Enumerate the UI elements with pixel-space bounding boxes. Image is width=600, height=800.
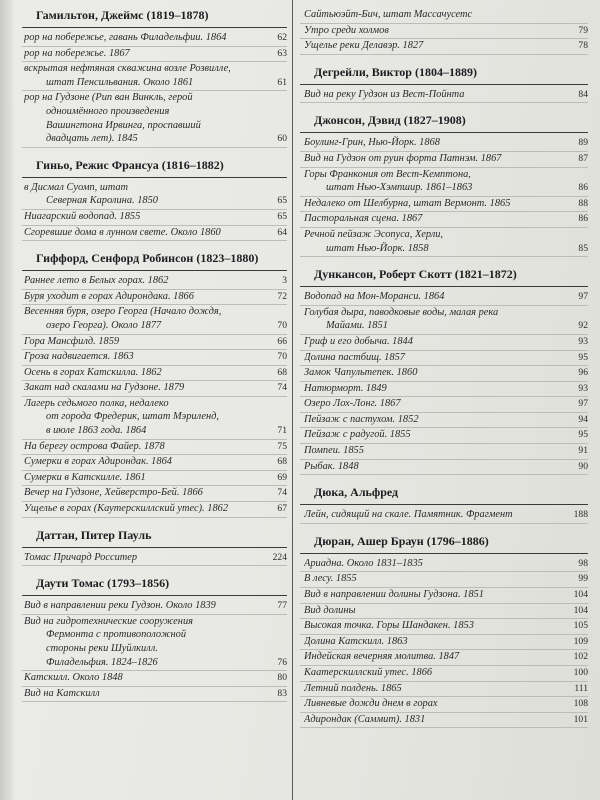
artwork-title: [300, 460, 572, 474]
artwork-title: [22, 274, 271, 288]
artwork-title: [300, 382, 572, 396]
page-number: 71: [277, 425, 287, 437]
heading-rule: [22, 270, 287, 271]
artwork-title-line: Ущелье в горах (Каутерскиллский утес). 1862: [24, 503, 229, 515]
index-entry: [22, 615, 287, 671]
page-number: 100: [573, 667, 588, 678]
heading-rule: [300, 84, 588, 85]
artist-heading: Гиффорд, Сенфорд Робинсон (1823–1880): [36, 251, 259, 266]
index-entry: [300, 508, 588, 524]
artwork-title: [300, 557, 572, 571]
artwork-title-line: Рыбак. 1848: [304, 460, 359, 472]
artwork-title-line: Фермонта с противоположной: [46, 629, 187, 641]
index-entry: [300, 428, 588, 444]
artwork-title-line: Сумерки в Катскилле. 1861: [24, 471, 146, 483]
index-entry: [300, 197, 588, 213]
index-entry: [300, 228, 588, 257]
artwork-title-line: Вид долины: [304, 604, 356, 616]
index-entry: [300, 152, 588, 168]
page-number: 70: [277, 319, 287, 331]
artwork-title-line: Весенняя буря, озеро Георга (Начало дождя,: [24, 306, 222, 318]
artwork-title: [300, 366, 572, 380]
artwork-title: [300, 508, 572, 522]
artwork-title-line: озеро Георга). Около 1877: [46, 319, 162, 331]
page-number: 69: [277, 471, 287, 483]
page-number: 104: [573, 589, 588, 601]
page-number: 74: [277, 382, 287, 394]
page-number: 111: [574, 682, 588, 694]
page-number: 188: [573, 509, 588, 521]
index-entry: [300, 136, 588, 152]
page-number: 102: [573, 651, 588, 663]
artwork-title: [300, 604, 572, 618]
artist-heading: Дюка, Альфред: [314, 485, 399, 500]
artwork-title-line: Осень в горах Катскилла. 1862: [24, 366, 162, 378]
page-number: 3: [282, 275, 287, 287]
artwork-title-line: Ливневые дожди днем в горах: [304, 698, 438, 710]
artwork-title: [300, 8, 572, 22]
page-number: 96: [578, 367, 588, 379]
artwork-title: [300, 713, 572, 727]
artwork-title: [300, 666, 572, 680]
artwork-title-line: Голубая дыра, паводковые воды, малая река: [304, 306, 499, 318]
left-column: [22, 8, 287, 712]
page-number: 90: [578, 460, 588, 472]
artwork-title: [22, 486, 271, 500]
artwork-title-line: в июле 1863 года. 1864: [46, 425, 147, 437]
artwork-title-line: На берегу острова Файер. 1878: [24, 440, 165, 452]
page-number: 101: [573, 713, 588, 725]
index-entry: [300, 397, 588, 413]
page-number: 109: [573, 635, 588, 647]
artwork-title-line: Помпеи. 1855: [304, 445, 364, 457]
index-entry: [22, 290, 287, 306]
artwork-title-line: Раннее лето в Белых горах. 1862: [24, 275, 169, 287]
artist-heading: Даути Томас (1793–1856): [36, 576, 170, 591]
page-number: 66: [277, 335, 287, 347]
page-number: 95: [578, 351, 588, 363]
artwork-title: [300, 24, 572, 38]
index-entry: [300, 697, 588, 713]
artwork-title: [22, 31, 271, 45]
artwork-title: [300, 88, 572, 102]
page-number: 70: [277, 351, 287, 363]
artwork-title-line: от города Фредерик, штат Мэриленд,: [46, 411, 220, 423]
index-entry: [300, 306, 588, 335]
artist-section: [22, 8, 287, 148]
artwork-title-line: Вид на гидротехнические сооружения: [24, 615, 193, 627]
artwork-title-line: Водопад на Мон-Моранси. 1864: [304, 291, 445, 303]
artwork-title: [22, 62, 271, 89]
page-number: 72: [277, 290, 287, 302]
artwork-title-line: Вид в направлении долины Гудзона. 1851: [304, 589, 484, 601]
artwork-title: [22, 47, 271, 61]
artwork-title-line: Летний полдень. 1865: [304, 682, 402, 694]
artist-section: [300, 65, 588, 104]
artist-section: [300, 113, 588, 257]
artwork-title-line: Индейская вечерняя молитва. 1847: [304, 651, 460, 663]
artwork-title: [300, 413, 572, 427]
artist-heading: Дюран, Ашер Браун (1796–1886): [314, 533, 489, 548]
index-entry: [22, 305, 287, 334]
artwork-title: [300, 212, 572, 226]
artwork-title-line: Горы Франкония от Вест-Кемптона,: [304, 168, 471, 180]
page-gutter: [0, 0, 14, 800]
artwork-title: [22, 381, 271, 395]
page-number: 77: [277, 600, 287, 612]
artwork-title: [300, 335, 572, 349]
page-number: 95: [578, 429, 588, 441]
index-entry: [22, 366, 287, 382]
artwork-title-line: Ариадна. Около 1831–1835: [304, 557, 423, 569]
artwork-title-line: Томас Причард Росситер: [24, 551, 138, 563]
index-entry: [300, 572, 588, 588]
column-divider: [292, 0, 293, 800]
page-number: 85: [578, 242, 588, 254]
artwork-title-line: Сумерки в горах Адирондак. 1864: [24, 456, 172, 468]
page-number: 67: [277, 503, 287, 515]
index-entry: [300, 24, 588, 40]
artwork-title: [22, 599, 271, 613]
page-number: 97: [578, 291, 588, 303]
artwork-title-line: Катскилл. Около 1848: [24, 672, 123, 684]
index-entry: [300, 460, 588, 476]
artist-heading: Даттан, Питер Пауль: [36, 527, 152, 542]
artwork-title-line: Утро среди холмов: [304, 24, 389, 36]
index-entry: [22, 455, 287, 471]
artist-section: [22, 158, 287, 241]
heading-rule: [22, 27, 287, 28]
heading-rule: [300, 132, 588, 133]
page-number: 61: [277, 76, 287, 88]
page-number: 62: [277, 32, 287, 43]
artwork-title-line: Вид на реку Гудзон из Вест-Пойнта: [304, 88, 465, 100]
page-number: 89: [578, 137, 588, 149]
artwork-title-line: Пейзаж с пастухом. 1852: [304, 413, 419, 425]
index-entry: [300, 588, 588, 604]
artwork-title-line: Ниагарский водопад. 1855: [24, 210, 141, 222]
artwork-title-line: Натюрморт. 1849: [304, 382, 387, 394]
artwork-title-line: одноимённого произведения: [46, 105, 170, 117]
artwork-title-line: штат Пенсильвания. Около 1861: [46, 76, 194, 88]
page-number: 63: [277, 47, 287, 59]
artwork-title-line: Пасторальная сцена. 1867: [304, 213, 423, 225]
artwork-title-line: Майами. 1851: [326, 320, 388, 332]
artwork-title: [22, 366, 271, 380]
index-entry: [300, 604, 588, 620]
page-number: 74: [277, 487, 287, 499]
right-column: [300, 8, 588, 738]
artwork-title: [300, 635, 572, 649]
artwork-title-line: Вид на Гудзон от руин форта Патнэм. 1867: [304, 152, 502, 164]
artwork-title: [22, 181, 271, 208]
index-entry: [22, 47, 287, 63]
page-number: 79: [578, 24, 588, 36]
index-entry: [22, 226, 287, 242]
heading-rule: [22, 177, 287, 178]
artwork-title-line: Северная Каролина. 1850: [46, 195, 158, 207]
artwork-title: [22, 290, 271, 304]
artwork-title-line: рор на побережье. 1867: [24, 47, 130, 59]
artwork-title-line: Сайтьюэйт-Бич, штат Массачусетс: [304, 9, 473, 20]
heading-rule: [300, 286, 588, 287]
page-number: 84: [578, 88, 588, 100]
index-entry: [300, 713, 588, 729]
artwork-title-line: Недалеко от Шелбурна, штат Вермонт. 1865: [304, 197, 511, 209]
artist-section: [300, 8, 588, 55]
artwork-title: [22, 440, 271, 454]
index-entry: [300, 351, 588, 367]
index-entry: [22, 486, 287, 502]
artist-section: [22, 576, 287, 702]
artwork-title-line: Гора Мансфилд. 1859: [24, 335, 120, 347]
artwork-title: [300, 39, 572, 53]
page-number: 83: [277, 687, 287, 699]
artwork-title-line: Закат над скалами на Гудзоне. 1879: [24, 382, 185, 394]
artwork-title-line: в Дисмал Суомп, штат: [24, 181, 129, 193]
page-number: 60: [277, 133, 287, 145]
page-number: 87: [578, 152, 588, 164]
artist-heading: Гиньо, Режис Франсуа (1816–1882): [36, 157, 224, 172]
artwork-title: [300, 650, 572, 664]
artist-section: [300, 485, 588, 524]
artwork-title: [22, 687, 271, 701]
page-number: 75: [277, 440, 287, 452]
heading-rule: [22, 595, 287, 596]
index-entry: [22, 687, 287, 703]
artist-section: [22, 251, 287, 518]
page-number: 104: [573, 604, 588, 616]
index-entry: [22, 381, 287, 397]
artwork-title-line: Гроза надвигается. 1863: [24, 351, 134, 363]
artwork-title: [300, 168, 572, 195]
artwork-title-line: Долина пастбищ. 1857: [304, 351, 405, 363]
artwork-title: [300, 697, 572, 711]
artwork-title-line: В лесу. 1855: [304, 573, 357, 585]
artwork-title-line: Филадельфия. 1824–1826: [46, 656, 158, 668]
index-entry: [300, 382, 588, 398]
page-number: 68: [277, 456, 287, 468]
artwork-title-line: штат Нью-Йорк. 1858: [326, 242, 429, 254]
artwork-title-line: Вид в направлении реки Гудзон. Около 1839: [24, 600, 216, 612]
page-number: 224: [272, 551, 287, 563]
page-number: 108: [573, 698, 588, 710]
index-entry: [22, 210, 287, 226]
artwork-title-line: Вид на Катскилл: [24, 687, 100, 699]
artwork-title: [22, 91, 271, 145]
page-number: 78: [578, 40, 588, 52]
artwork-title: [22, 305, 271, 332]
page-number: 86: [578, 182, 588, 194]
artist-section: [300, 267, 588, 475]
artwork-title-line: Высокая точка. Горы Шандакен. 1853: [304, 620, 474, 632]
index-entry: [22, 62, 287, 91]
artist-section: [22, 528, 287, 567]
artwork-title: [300, 228, 572, 255]
page-number: 80: [277, 672, 287, 684]
artwork-title-line: двадцать лет). 1845: [46, 133, 138, 145]
heading-rule: [22, 547, 287, 548]
index-entry: [22, 502, 287, 518]
artwork-title: [22, 551, 271, 565]
artwork-title: [22, 226, 271, 240]
index-entry: [300, 444, 588, 460]
artwork-title-line: Боулинг-Грин, Нью-Йорк. 1868: [304, 137, 440, 149]
page-number: 92: [578, 320, 588, 332]
artist-heading: Гамильтон, Джеймс (1819–1878): [36, 8, 209, 22]
page-number: 93: [578, 335, 588, 347]
artwork-title: [300, 397, 572, 411]
index-entry: [300, 88, 588, 104]
artwork-title: [22, 471, 271, 485]
artwork-title: [300, 588, 572, 602]
artwork-title: [22, 335, 271, 349]
page-number: 93: [578, 382, 588, 394]
artwork-title: [22, 615, 271, 669]
artwork-title-line: Адирондак (Саммит). 1831: [304, 713, 426, 725]
index-entry: [300, 682, 588, 698]
index-entry: [300, 413, 588, 429]
artist-heading: Дункансон, Роберт Скотт (1821–1872): [314, 267, 517, 282]
artwork-title: [22, 455, 271, 469]
artwork-title: [22, 502, 271, 516]
artwork-title: [300, 351, 572, 365]
index-entry: [22, 671, 287, 687]
artwork-title: [300, 572, 572, 586]
index-entry: [300, 8, 588, 24]
artwork-title: [300, 444, 572, 458]
artwork-title: [300, 136, 572, 150]
artwork-title-line: Лейн, сидящий на скале. Памятник. Фрагмент: [304, 509, 513, 521]
index-entry: [300, 290, 588, 306]
index-entry: [22, 440, 287, 456]
index-entry: [300, 168, 588, 197]
page-number: 105: [573, 620, 588, 632]
artwork-title-line: рор на Гудзоне (Рип ван Винкль, герой: [24, 92, 193, 104]
index-entry: [300, 619, 588, 635]
artwork-title: [22, 350, 271, 364]
artwork-title: [300, 197, 572, 211]
page-number: 68: [277, 366, 287, 378]
index-entry: [22, 599, 287, 615]
index-entry: [22, 335, 287, 351]
artwork-title-line: Гриф и его добыча. 1844: [304, 335, 413, 347]
page-number: 65: [277, 210, 287, 222]
index-entry: [300, 212, 588, 228]
index-entry: [22, 181, 287, 210]
page-number: 64: [277, 226, 287, 238]
page-number: 94: [578, 413, 588, 425]
artwork-title-line: Долина Катскилл. 1863: [304, 635, 408, 647]
artist-section: [300, 534, 588, 729]
index-entry: [300, 557, 588, 573]
index-entry: [300, 666, 588, 682]
heading-rule: [300, 504, 588, 505]
page-number: 65: [277, 195, 287, 207]
artwork-title-line: Ущелье реки Делавэр. 1827: [304, 40, 424, 52]
artwork-title-line: стороны реки Шуйлкилл.: [46, 643, 158, 654]
artwork-title-line: Лагерь седьмого полка, недалеко: [24, 397, 169, 409]
index-entry: [22, 471, 287, 487]
index-entry: [22, 397, 287, 440]
artwork-title-line: Каатерскиллский утес. 1866: [304, 667, 433, 678]
artwork-title-line: Вашингтона Ирвинга, проспавший: [46, 119, 201, 131]
artwork-title: [22, 397, 271, 438]
artwork-title: [22, 210, 271, 224]
index-entry: [300, 650, 588, 666]
page-number: 98: [578, 557, 588, 569]
artwork-title: [300, 306, 572, 333]
artwork-title-line: вскрытая нефтяная скважина возле Розвилле,: [24, 63, 231, 75]
artist-heading: Джонсон, Дэвид (1827–1908): [314, 113, 466, 128]
page-number: 86: [578, 213, 588, 225]
page-number: 88: [578, 197, 588, 209]
artwork-title: [300, 619, 572, 633]
artwork-title-line: Замок Чапультепек. 1860: [304, 367, 418, 379]
index-entry: [22, 350, 287, 366]
artwork-title-line: рор на побережье, гавань Филадельфии. 1864: [24, 32, 227, 43]
index-entry: [22, 551, 287, 567]
artwork-title: [300, 290, 572, 304]
index-entry: [22, 274, 287, 290]
index-entry: [22, 91, 287, 147]
artwork-title: [300, 428, 572, 442]
heading-rule: [300, 553, 588, 554]
index-entry: [300, 39, 588, 55]
artwork-title-line: Вечер на Гудзоне, Хейверстро-Бей. 1866: [24, 487, 203, 499]
artwork-title-line: Озеро Лох-Лонг. 1867: [304, 398, 401, 410]
index-entry: [300, 635, 588, 651]
artwork-title: [300, 682, 572, 696]
artist-heading: Дегрейли, Виктор (1804–1889): [314, 64, 477, 79]
index-entry: [300, 366, 588, 382]
page-number: 76: [277, 656, 287, 668]
artwork-title-line: Сгоревшие дома в лунном свете. Около 1860: [24, 226, 221, 238]
artwork-title-line: Речной пейзаж Эсопуса, Херли,: [304, 228, 444, 240]
page-number: 91: [578, 445, 588, 457]
page-number: 97: [578, 398, 588, 410]
artwork-title: [22, 671, 271, 685]
artwork-title-line: штат Нью-Хэмпшир. 1861–1863: [326, 182, 473, 194]
artwork-title-line: Пейзаж с радугой. 1855: [304, 429, 411, 441]
index-entry: [22, 31, 287, 47]
index-entry: [300, 335, 588, 351]
artwork-title-line: Буря уходит в горах Адирондака. 1866: [24, 290, 194, 302]
page-number: 99: [578, 573, 588, 585]
artwork-title: [300, 152, 572, 166]
